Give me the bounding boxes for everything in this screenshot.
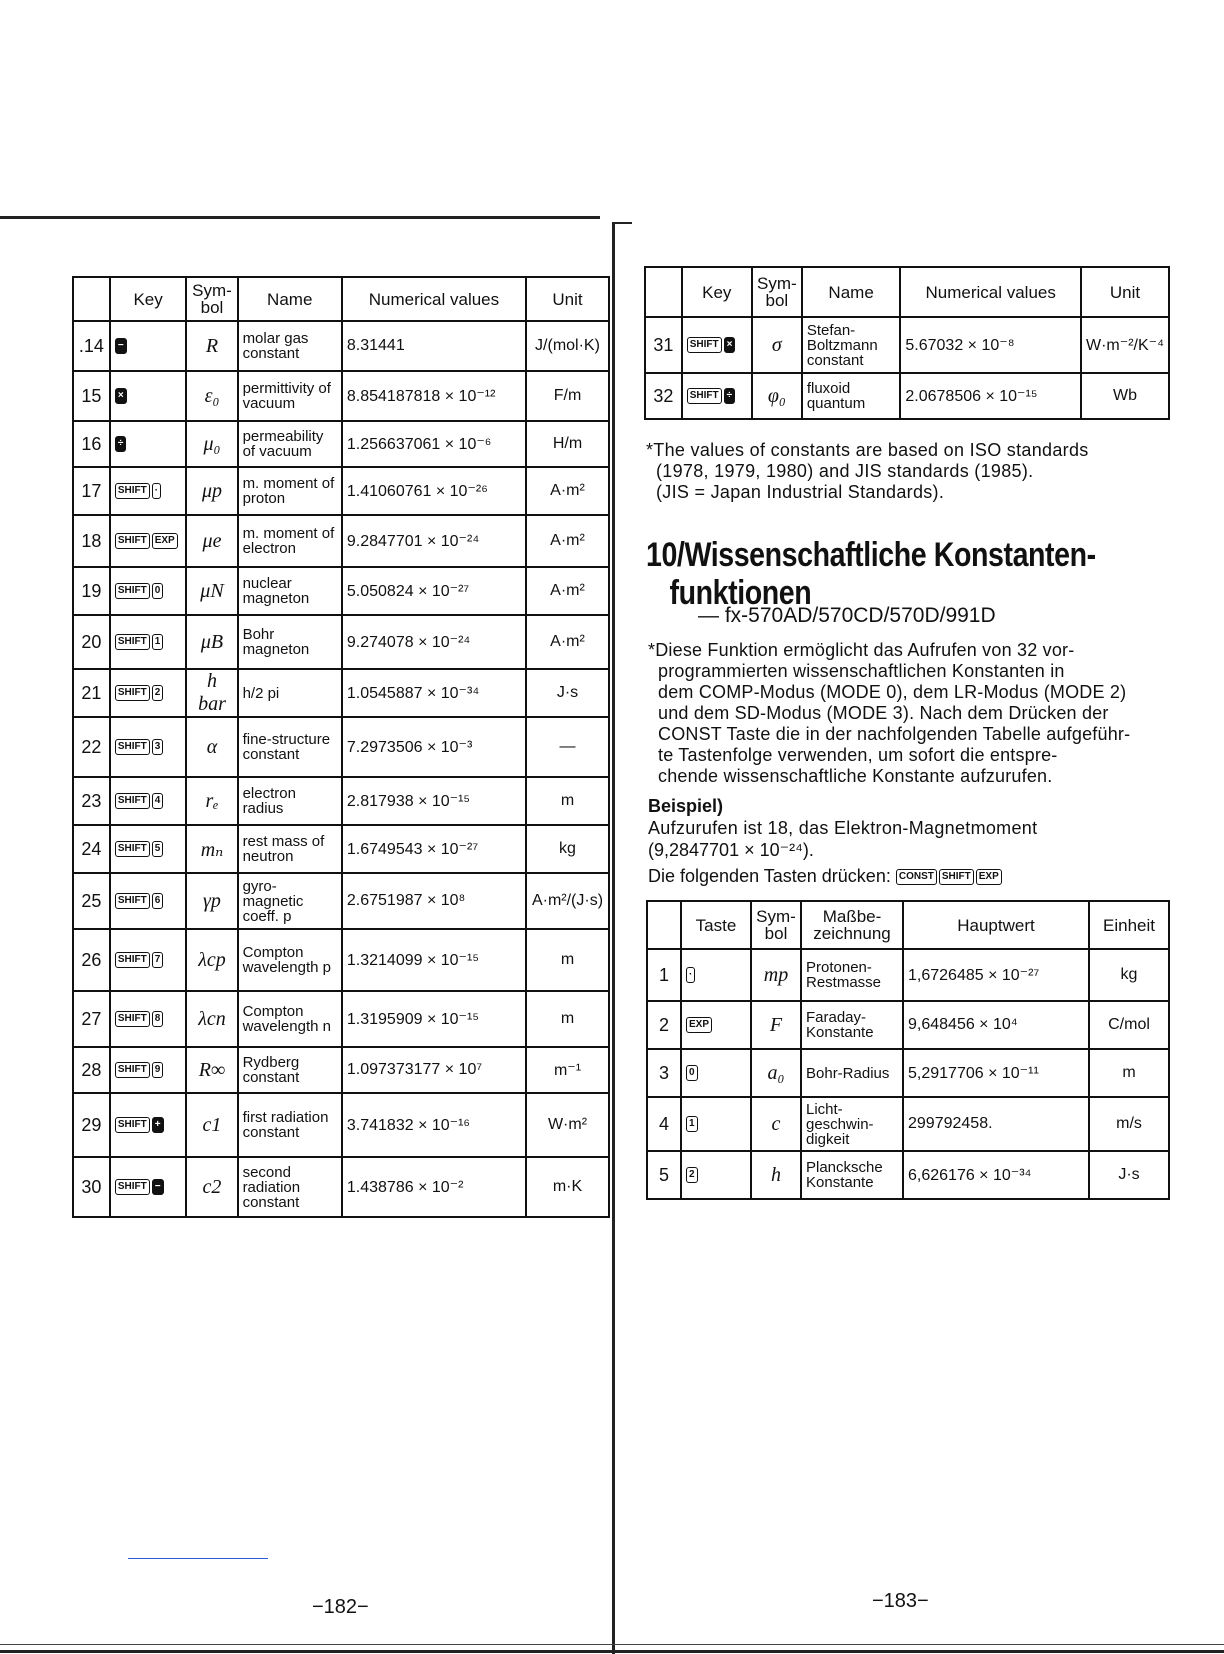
constant-unit: m/s [1089, 1097, 1169, 1151]
constant-unit: A·m² [526, 567, 609, 615]
example-label: Beispiel) [648, 796, 724, 816]
example-line2: (9,2847701 × 10⁻²⁴). [648, 840, 814, 860]
row-number: 21 [73, 669, 110, 717]
key-cap-icon: CONST [896, 869, 937, 885]
row-number: 22 [73, 717, 110, 777]
key-sequence [110, 615, 187, 669]
constant-symbol: h bar [186, 669, 237, 717]
table-row [73, 515, 609, 567]
constant-unit: H/m [526, 421, 609, 467]
constant-value: 8.854187818 × 10⁻¹² [342, 371, 526, 421]
section-paragraph [648, 640, 1172, 787]
key-cap-icon: · [686, 967, 695, 983]
german-constants-table [646, 900, 1170, 1200]
table-row [73, 1047, 609, 1093]
table-row [647, 1049, 1169, 1097]
table-row [73, 1093, 609, 1157]
constant-name: permeability of vacuum [238, 421, 342, 467]
key-cap-icon: SHIFT [115, 841, 150, 857]
key-cap-icon: 0 [686, 1065, 698, 1081]
constant-unit: m [526, 777, 609, 825]
constant-name: molar gas constant [238, 321, 342, 371]
row-number: 30 [73, 1157, 110, 1217]
constant-symbol: rₑ [186, 777, 237, 825]
col-no [73, 277, 110, 321]
constant-value: 2.817938 × 10⁻¹⁵ [342, 777, 526, 825]
top-rule [0, 216, 600, 219]
row-number: 4 [647, 1097, 681, 1151]
constant-value: 1.0545887 × 10⁻³⁴ [342, 669, 526, 717]
constant-unit: kg [1089, 949, 1169, 1001]
bottom-rule [0, 1650, 1224, 1653]
key-cap-icon: 7 [152, 952, 164, 968]
constant-unit: A·m² [526, 615, 609, 669]
key-sequence [682, 317, 752, 373]
constant-name: first radiation constant [238, 1093, 342, 1157]
top-rule-right [612, 222, 632, 224]
key-cap-icon: SHIFT [939, 869, 974, 885]
constant-name: electron radius [238, 777, 342, 825]
key-cap-icon: × [724, 337, 736, 353]
col-symbol: Sym- bol [752, 267, 802, 317]
key-cap-icon: SHIFT [115, 634, 150, 650]
constant-name: Rydberg constant [238, 1047, 342, 1093]
constant-symbol: R∞ [186, 1047, 237, 1093]
constant-unit: A·m²/(J·s) [526, 873, 609, 929]
constants-table-right [644, 266, 1170, 420]
constant-value: 1.41060761 × 10⁻²⁶ [342, 467, 526, 515]
key-cap-icon: − [115, 338, 127, 354]
constant-name: Faraday-Konstante [801, 1001, 903, 1049]
constant-name: Stefan-Boltzmann constant [802, 317, 901, 373]
constant-value: 1.256637061 × 10⁻⁶ [342, 421, 526, 467]
key-cap-icon: SHIFT [115, 739, 150, 755]
constant-unit: J·s [1089, 1151, 1169, 1199]
key-sequence [110, 1093, 187, 1157]
constant-value: 1.6749543 × 10⁻²⁷ [342, 825, 526, 873]
constant-symbol: γp [186, 873, 237, 929]
constant-unit: kg [526, 825, 609, 873]
table-row [73, 669, 609, 717]
constant-unit: A·m² [526, 515, 609, 567]
constant-symbol: σ [752, 317, 802, 373]
constant-unit: Wb [1081, 373, 1169, 419]
example-line1: Aufzurufen ist 18, das Elektron-Magnetmoment [648, 818, 1038, 838]
constant-value: 2.0678506 × 10⁻¹⁵ [900, 373, 1081, 419]
row-number: 23 [73, 777, 110, 825]
footnote-line: *The values of constants are based on ISO standards [646, 440, 1089, 460]
row-number: 2 [647, 1001, 681, 1049]
col-key: Key [682, 267, 752, 317]
row-number: 20 [73, 615, 110, 669]
constant-name: second radiation constant [238, 1157, 342, 1217]
constant-symbol: μ₀ [186, 421, 237, 467]
key-sequence [110, 669, 187, 717]
paragraph-line: chende wissenschaftliche Konstante aufzurufen. [658, 766, 1053, 786]
constant-symbol: α [186, 717, 237, 777]
table-row [73, 1157, 609, 1217]
table-row [73, 421, 609, 467]
constant-name: m. moment of proton [238, 467, 342, 515]
constant-unit: m⁻¹ [526, 1047, 609, 1093]
row-number: 24 [73, 825, 110, 873]
example-line3 [648, 866, 1004, 887]
key-cap-icon: 4 [152, 793, 164, 809]
row-number: 16 [73, 421, 110, 467]
constant-symbol: ε₀ [186, 371, 237, 421]
constant-symbol: h [751, 1151, 801, 1199]
constant-unit: A·m² [526, 467, 609, 515]
constant-symbol: c [751, 1097, 801, 1151]
constant-unit: W·m⁻²/K⁻⁴ [1081, 317, 1169, 373]
example-instruction: Die folgenden Tasten drücken: [648, 866, 891, 886]
constant-value: 1.097373177 × 10⁷ [342, 1047, 526, 1093]
table-row [73, 371, 609, 421]
constant-name: Compton wavelength n [238, 991, 342, 1047]
key-cap-icon: SHIFT [115, 583, 150, 599]
constant-unit: m [526, 929, 609, 991]
table-row [647, 1151, 1169, 1199]
key-sequence [681, 1049, 751, 1097]
footnote-line: (1978, 1979, 1980) and JIS standards (1985). [656, 461, 1034, 481]
constant-symbol: c2 [186, 1157, 237, 1217]
key-sequence [681, 1097, 751, 1151]
constant-symbol: R [186, 321, 237, 371]
row-number: 26 [73, 929, 110, 991]
bottom-rule-thin [0, 1644, 1224, 1645]
col-unit: Unit [526, 277, 609, 321]
key-sequence [110, 371, 187, 421]
key-sequence [110, 1047, 187, 1093]
key-sequence [110, 567, 187, 615]
paragraph-line: und dem SD-Modus (MODE 3). Nach dem Drücken der [658, 703, 1109, 723]
row-number: .14 [73, 321, 110, 371]
constant-name: Bohr magneton [238, 615, 342, 669]
constant-value: 8.31441 [342, 321, 526, 371]
key-cap-icon: SHIFT [115, 893, 150, 909]
col-name: Maßbe- zeichnung [801, 901, 903, 949]
table-row [73, 321, 609, 371]
constant-symbol: c1 [186, 1093, 237, 1157]
constant-name: nuclear magneton [238, 567, 342, 615]
key-cap-icon: 3 [152, 739, 164, 755]
row-number: 28 [73, 1047, 110, 1093]
key-cap-icon: SHIFT [115, 1117, 150, 1133]
constant-value: 9.274078 × 10⁻²⁴ [342, 615, 526, 669]
constant-symbol: φ₀ [752, 373, 802, 419]
constant-symbol: a₀ [751, 1049, 801, 1097]
col-no [647, 901, 681, 949]
row-number: 17 [73, 467, 110, 515]
key-cap-icon: SHIFT [115, 1179, 150, 1195]
constant-name: m. moment of electron [238, 515, 342, 567]
table-row [647, 1097, 1169, 1151]
table-row [647, 1001, 1169, 1049]
key-cap-icon: SHIFT [115, 793, 150, 809]
row-number: 27 [73, 991, 110, 1047]
constants-table-left [72, 276, 610, 1218]
key-cap-icon: SHIFT [115, 1062, 150, 1078]
constant-value: 7.2973506 × 10⁻³ [342, 717, 526, 777]
constant-symbol: μN [186, 567, 237, 615]
constant-unit: J·s [526, 669, 609, 717]
key-cap-icon: SHIFT [115, 685, 150, 701]
constant-value: 5,2917706 × 10⁻¹¹ [903, 1049, 1089, 1097]
constant-name: rest mass of neutron [238, 825, 342, 873]
constant-name: fluxoid quantum [802, 373, 901, 419]
row-number: 29 [73, 1093, 110, 1157]
table-row [73, 873, 609, 929]
table-row [645, 317, 1169, 373]
key-sequence [681, 949, 751, 1001]
constant-symbol: μp [186, 467, 237, 515]
paragraph-line: *Diese Funktion ermöglicht das Aufrufen von 32 vor- [648, 640, 1075, 660]
constant-name: Licht-geschwin-digkeit [801, 1097, 903, 1151]
constant-value: 1,6726485 × 10⁻²⁷ [903, 949, 1089, 1001]
key-cap-icon: SHIFT [687, 337, 722, 353]
constant-unit: m [526, 991, 609, 1047]
key-sequence [110, 825, 187, 873]
row-number: 25 [73, 873, 110, 929]
table-row [73, 991, 609, 1047]
col-hauptwert: Hauptwert [903, 901, 1089, 949]
key-cap-icon: 1 [686, 1116, 698, 1132]
key-sequence [110, 321, 187, 371]
constant-value: 9,648456 × 10⁴ [903, 1001, 1089, 1049]
key-cap-icon: 5 [152, 841, 164, 857]
key-cap-icon: 1 [152, 634, 164, 650]
key-cap-icon: SHIFT [115, 952, 150, 968]
key-cap-icon: 8 [152, 1011, 164, 1027]
key-cap-icon: · [152, 483, 161, 499]
page-spine [612, 222, 615, 1654]
key-cap-icon: SHIFT [115, 483, 150, 499]
key-sequence [110, 421, 187, 467]
constant-name: Compton wavelength p [238, 929, 342, 991]
col-symbol: Sym- bol [186, 277, 237, 321]
key-sequence [110, 929, 187, 991]
table-row [73, 467, 609, 515]
table-row [73, 567, 609, 615]
constant-value: 3.741832 × 10⁻¹⁶ [342, 1093, 526, 1157]
key-cap-icon: − [152, 1179, 164, 1195]
key-cap-icon: SHIFT [115, 1011, 150, 1027]
constant-value: 5.050824 × 10⁻²⁷ [342, 567, 526, 615]
table-row [73, 929, 609, 991]
col-unit: Unit [1081, 267, 1169, 317]
constant-symbol: μB [186, 615, 237, 669]
table-row [645, 373, 1169, 419]
constant-value: 1.438786 × 10⁻² [342, 1157, 526, 1217]
constant-symbol: μe [186, 515, 237, 567]
page-number-right: −183− [872, 1590, 929, 1612]
table-row [73, 717, 609, 777]
constant-name: Plancksche Konstante [801, 1151, 903, 1199]
constant-unit: m [1089, 1049, 1169, 1097]
paragraph-line: programmierten wissenschaftlichen Konstanten in [658, 661, 1065, 681]
constant-name: Protonen-Restmasse [801, 949, 903, 1001]
row-number: 5 [647, 1151, 681, 1199]
footnote [646, 440, 1170, 503]
constant-symbol: mp [751, 949, 801, 1001]
constant-value: 1.3195909 × 10⁻¹⁵ [342, 991, 526, 1047]
constant-unit: W·m² [526, 1093, 609, 1157]
example-keys [896, 866, 1004, 886]
key-sequence [110, 777, 187, 825]
key-sequence [682, 373, 752, 419]
constant-symbol: λcp [186, 929, 237, 991]
key-cap-icon: EXP [976, 869, 1002, 885]
row-number: 18 [73, 515, 110, 567]
row-number: 15 [73, 371, 110, 421]
constant-name: permittivity of vacuum [238, 371, 342, 421]
key-sequence [110, 991, 187, 1047]
constant-unit: m·K [526, 1157, 609, 1217]
key-cap-icon: EXP [686, 1017, 712, 1033]
key-cap-icon: ÷ [115, 436, 127, 452]
constant-value: 6,626176 × 10⁻³⁴ [903, 1151, 1089, 1199]
key-cap-icon: 6 [152, 893, 164, 909]
col-taste: Taste [681, 901, 751, 949]
key-sequence [110, 1157, 187, 1217]
constant-value: 5.67032 × 10⁻⁸ [900, 317, 1081, 373]
paragraph-line: te Tastenfolge verwenden, um sofort die entspre- [658, 745, 1058, 765]
constant-value: 299792458. [903, 1097, 1089, 1151]
footnote-line: (JIS = Japan Industrial Standards). [656, 482, 945, 502]
key-cap-icon: × [115, 388, 127, 404]
row-number: 32 [645, 373, 682, 419]
row-number: 31 [645, 317, 682, 373]
section-heading-line1: 10/Wissenschaftliche Konstanten- [646, 536, 1096, 574]
col-einheit: Einheit [1089, 901, 1169, 949]
constant-symbol: F [751, 1001, 801, 1049]
key-sequence [110, 515, 187, 567]
key-cap-icon: ÷ [724, 388, 736, 404]
key-cap-icon: 2 [152, 685, 164, 701]
key-cap-icon: SHIFT [115, 533, 150, 549]
key-cap-icon: 9 [152, 1062, 164, 1078]
constant-value: 9.2847701 × 10⁻²⁴ [342, 515, 526, 567]
constant-unit: J/(mol·K) [526, 321, 609, 371]
constant-symbol: mₙ [186, 825, 237, 873]
link-underline [128, 1558, 268, 1559]
row-number: 1 [647, 949, 681, 1001]
constant-unit: — [526, 717, 609, 777]
col-no [645, 267, 682, 317]
key-cap-icon: 2 [686, 1167, 698, 1183]
key-sequence [110, 467, 187, 515]
constant-symbol: λcn [186, 991, 237, 1047]
key-sequence [681, 1151, 751, 1199]
section-heading [646, 536, 1096, 612]
constant-unit: C/mol [1089, 1001, 1169, 1049]
table-row [73, 825, 609, 873]
col-name: Name [802, 267, 901, 317]
page-number-left: −182− [312, 1596, 369, 1618]
key-cap-icon: + [152, 1117, 164, 1133]
constant-unit: F/m [526, 371, 609, 421]
table-row [647, 949, 1169, 1001]
row-number: 3 [647, 1049, 681, 1097]
col-key: Key [110, 277, 187, 321]
paragraph-line: dem COMP-Modus (MODE 0), dem LR-Modus (MODE 2) [658, 682, 1127, 702]
key-cap-icon: EXP [152, 533, 178, 549]
key-cap-icon: 0 [152, 583, 164, 599]
key-sequence [681, 1001, 751, 1049]
constant-name: fine-structure constant [238, 717, 342, 777]
col-values: Numerical values [900, 267, 1081, 317]
section-heading-line2: funktionen [669, 574, 812, 612]
row-number: 19 [73, 567, 110, 615]
key-sequence [110, 717, 187, 777]
col-values: Numerical values [342, 277, 526, 321]
col-name: Name [238, 277, 342, 321]
constant-name: Bohr-Radius [801, 1049, 903, 1097]
section-subheading: — fx-570AD/570CD/570D/991D [698, 604, 996, 627]
constant-value: 1.3214099 × 10⁻¹⁵ [342, 929, 526, 991]
constant-name: h/2 pi [238, 669, 342, 717]
constant-name: gyro-magnetic coeff. p [238, 873, 342, 929]
col-symbol: Sym- bol [751, 901, 801, 949]
paragraph-line: CONST Taste die in der nachfolgenden Tabelle aufgeführ- [658, 724, 1131, 744]
key-sequence [110, 873, 187, 929]
table-row [73, 615, 609, 669]
table-row [73, 777, 609, 825]
key-cap-icon: SHIFT [687, 388, 722, 404]
constant-value: 2.6751987 × 10⁸ [342, 873, 526, 929]
